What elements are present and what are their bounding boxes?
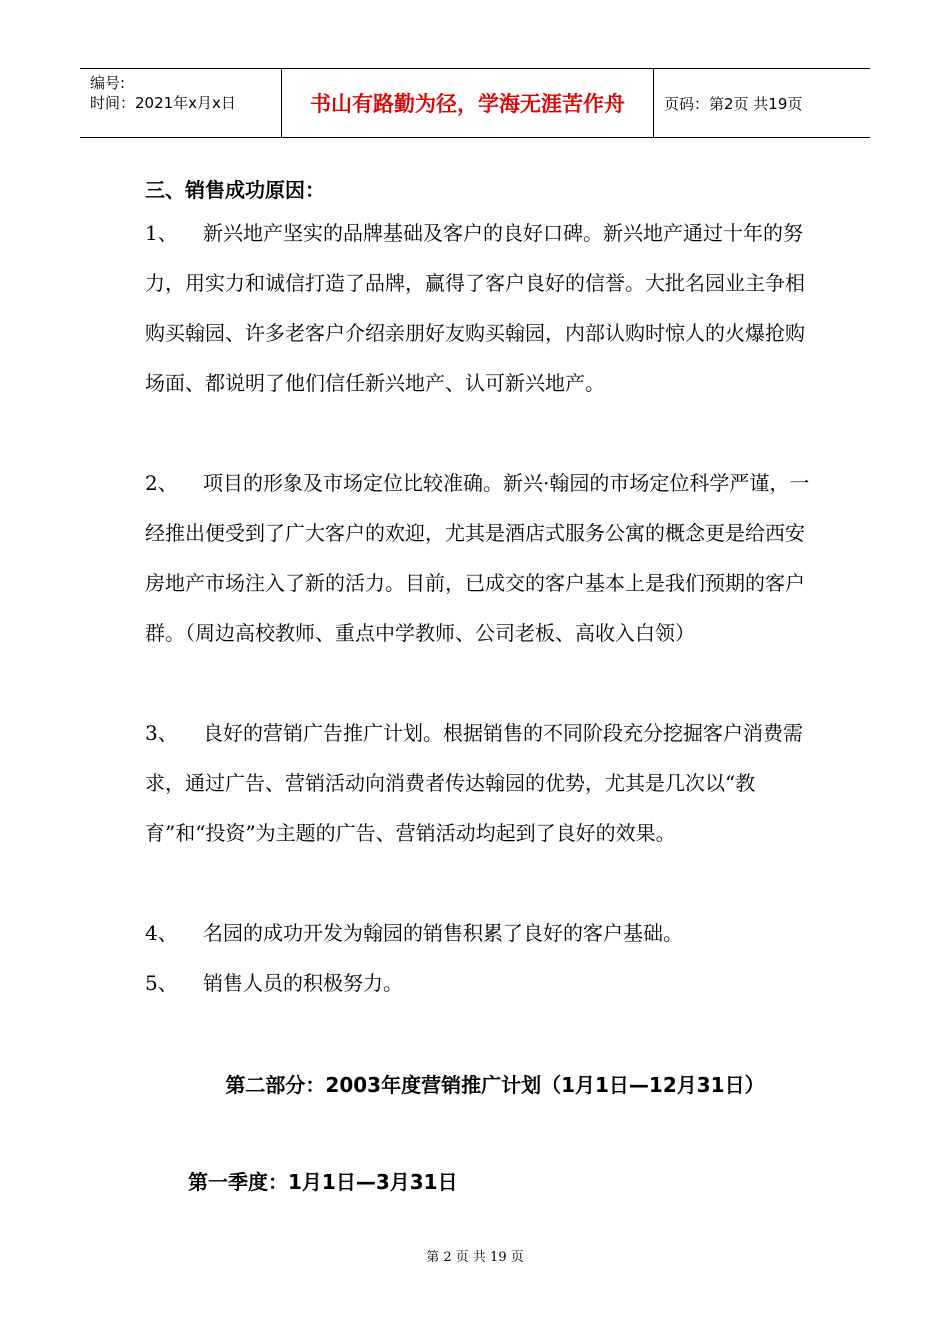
motto: 书山有路勤为径，学海无涯苦作舟	[282, 69, 654, 137]
quarter-title: 第一季度：1月1日—3月31日	[188, 1170, 458, 1194]
page-info: 页码：第2页 共19页	[664, 94, 803, 113]
page-footer: 第 2 页 共 19 页	[426, 1250, 524, 1265]
list-item-3	[145, 708, 810, 858]
item-text: 销售人员的积极努力。	[203, 971, 403, 995]
part-title: 第二部分：2003年度营销推广计划（1月1日—12月31日）	[225, 1073, 765, 1097]
header-table	[80, 68, 870, 138]
list-item-4	[145, 908, 810, 958]
header-left-cell	[80, 69, 282, 137]
item-text: 新兴地产坚实的品牌基础及客户的良好口碑。新兴地产通过十年的努力，用实力和诚信打造了品牌，赢得了客户良好的信誉。大批名园业主争相购买翰园、许多老客户介绍亲朋好友购买翰园，内部认购时惊人的火爆抢购场面、都说明了他们信任新兴地产、认可新兴地产。	[145, 221, 805, 395]
list-item-2	[145, 458, 810, 658]
list-item-1	[145, 208, 810, 408]
list-item-5	[145, 958, 810, 1008]
item-text: 良好的营销广告推广计划。根据销售的不同阶段充分挖掘客户消费需求，通过广告、营销活动向消费者传达翰园的优势，尤其是几次以“教育”和“投资”为主题的广告、营销活动均起到了良好的效果。	[145, 721, 803, 845]
item-text: 名园的成功开发为翰园的销售积累了良好的客户基础。	[203, 921, 683, 945]
code-label: 编号:	[90, 74, 126, 92]
item-number: 3、	[145, 721, 178, 745]
item-text: 项目的形象及市场定位比较准确。新兴·翰园的市场定位科学严谨，一经推出便受到了广大客户的欢迎，尤其是酒店式服务公寓的概念更是给西安房地产市场注入了新的活力。目前，已成交的客户基本上是我们预期的客户群。（周边高校教师、重点中学教师、公司老板、高收入白领）	[145, 471, 810, 645]
section-title: 三、销售成功原因：	[145, 178, 325, 202]
item-number: 2、	[145, 471, 178, 495]
item-number: 1、	[145, 221, 178, 245]
item-number: 5、	[145, 971, 178, 995]
time-label: 时间：2021年x月x日	[90, 94, 236, 112]
item-number: 4、	[145, 921, 178, 945]
